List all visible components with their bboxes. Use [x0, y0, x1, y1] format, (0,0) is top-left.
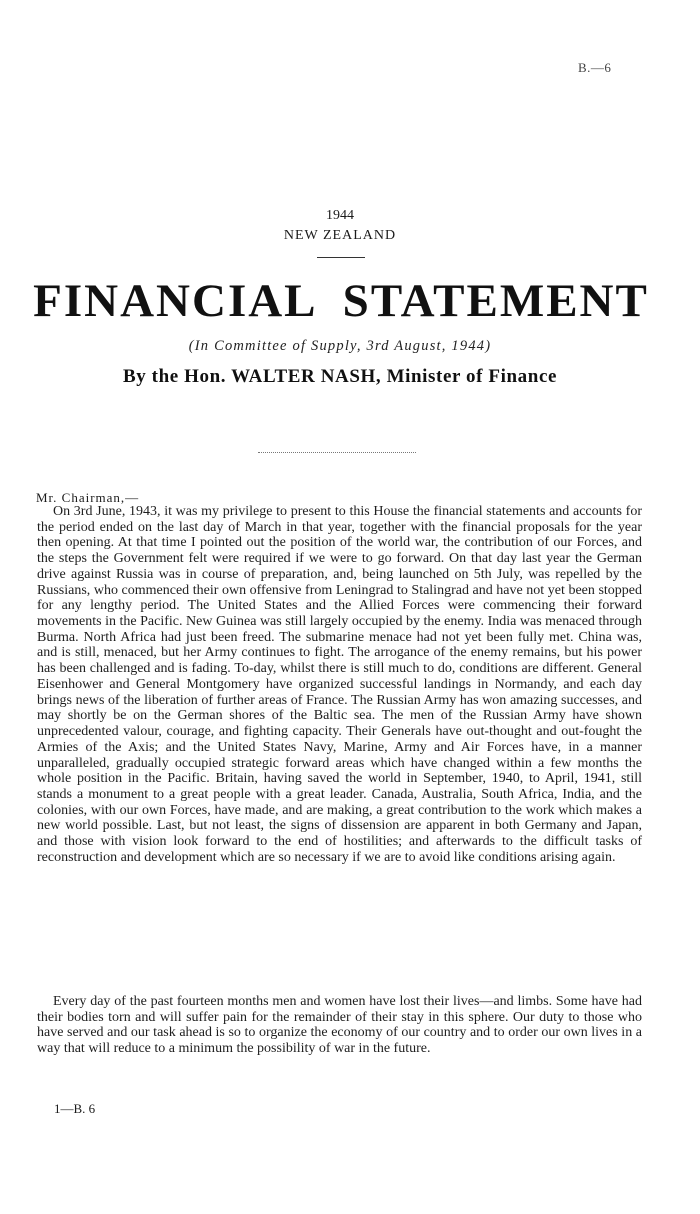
- paragraph-text: Every day of the past fourteen months men and women have lost their lives—and limbs. Some have had their bodies torn and will suffer pain for the remainder of their stay in this sphere. Our duty to those who have served and our task ahead is so to organize the economy of our country and to order our own lives in a way that will reduce to a minimum the possibility of war in the future.: [37, 994, 642, 1057]
- footer-reference: 1—B. 6: [54, 1101, 96, 1116]
- body-paragraph: [37, 994, 642, 1057]
- page-title: FINANCIAL STATEMENT: [33, 275, 649, 327]
- author-line: By the Hon. WALTER NASH, Minister of Finance: [122, 366, 558, 387]
- page-subtitle: (In Committee of Supply, 3rd August, 1944): [188, 338, 492, 354]
- salutation: Mr. Chairman,—: [36, 490, 140, 505]
- section-divider: [258, 452, 416, 453]
- document-country: NEW ZEALAND: [283, 228, 397, 243]
- page-reference: B.—6: [578, 60, 612, 75]
- body-paragraph: [37, 504, 642, 866]
- paragraph-text: On 3rd June, 1943, it was my privilege to present to this House the financial statements and accounts for the period ended on the last day of March in that year, together with the financial proposals for the year then opening. At that time I pointed out the position of the world war, the contribution of our Forces, and the steps the Government felt were required if we were to go forward. On that day last year the German drive against Russia was in course of preparation, and, being launched on 5th July, was repelled by the Russians, who commenced their own offensive from Leningrad to Stalingrad and have not yet been stopped for any lengthy period. The United States and the Allied Forces were commencing their forward movements in the Pacific. New Guinea was still largely occupied by the enemy. India was menaced through Burma. North Africa had just been freed. The submarine menace had not yet been fully met. China was, and is still, menaced, but her Army continues to fight. The arrogance of the enemy remains, but his power has been challenged and is fading. To-day, whilst there is still much to do, conditions are different. General Eisenhower and General Montgomery have organized successful landings in Normandy, and each day brings news of the liberation of further areas of France. The Russian Army has won amazing successes, and may shortly be on the German shores of the Baltic sea. The men of the Russian Army have shown unprecedented valour, courage, and fighting capacity. Their Generals have out-thought and out-fought the Armies of the Axis; and the United States Navy, Marine, Army and Air Forces have, in a manner unparalleled, gradually occupied strategic forward areas which have changed within a few months the whole position in the Pacific. Britain, having saved the world in September, 1940, to April, 1941, still stands a monument to a great people with a great leader. Canada, Australia, South Africa, India, and the colonies, with our own Forces, have made, and are making, a great contribution to the work which makes a new world possible. Last, but not least, the signs of dissension are apparent in both Germany and Japan, and those with vision look forward to the end of hostilities; and afterwards to the difficult tasks of reconstruction and development which are so necessary if we are to avoid like conditions arising again.: [37, 504, 642, 865]
- document-year: 1944: [326, 208, 354, 223]
- title-divider: [317, 257, 365, 258]
